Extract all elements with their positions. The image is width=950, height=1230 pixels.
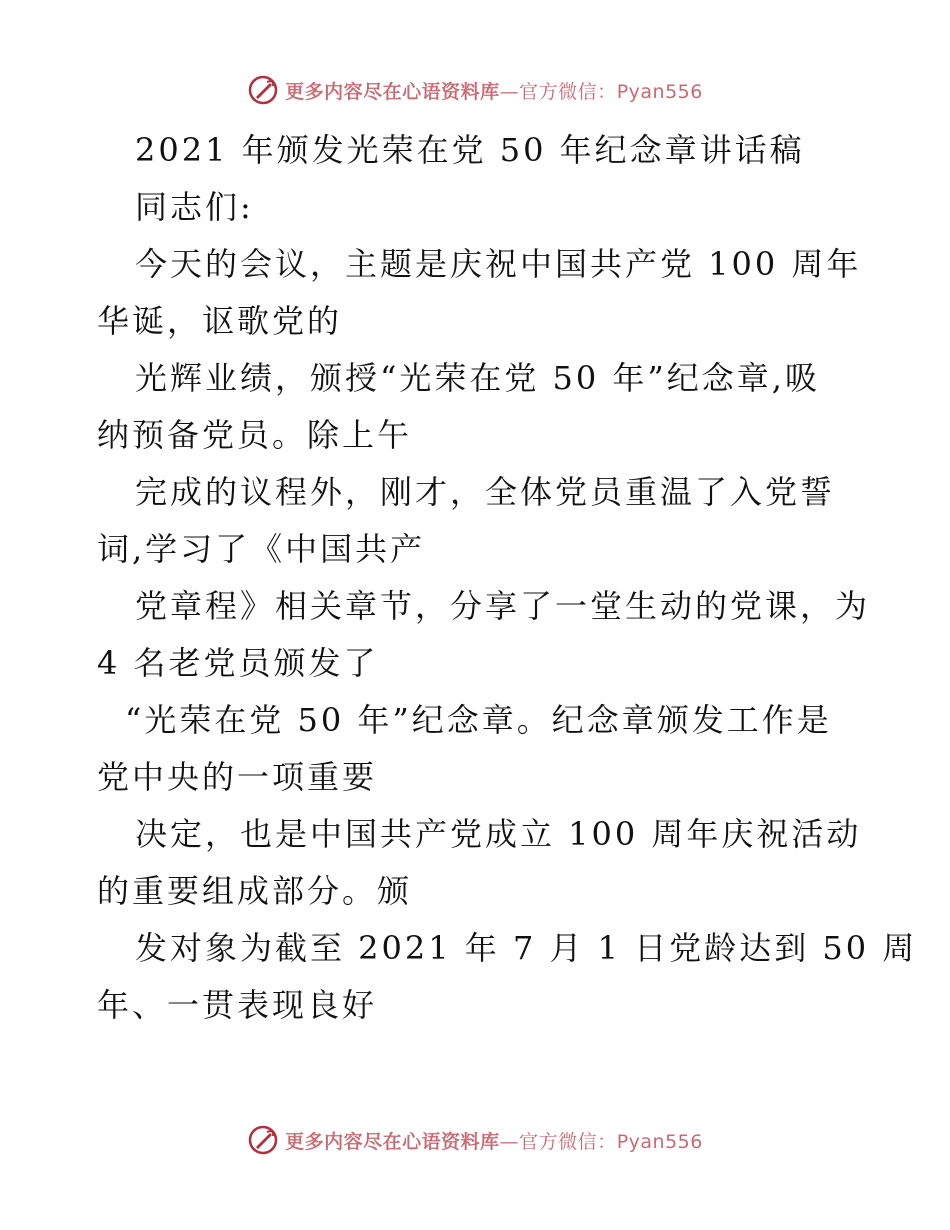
header-banner: [0, 70, 950, 110]
footer-banner: [0, 1120, 950, 1160]
document-title: 2021 年颁发光荣在党 50 年纪念章讲话稿: [135, 131, 805, 169]
paragraph-line: 党中央的一项重要: [97, 758, 378, 796]
paragraph-line: 发对象为截至 2021 年 7 月 1 日党龄达到 50 周: [135, 929, 918, 967]
banner-wechat-id: Pyan556: [616, 80, 703, 103]
banner-text: [285, 1127, 703, 1154]
banner-text: [285, 77, 703, 104]
paragraph-line: 党章程》相关章节，分享了一堂生动的党课，为: [135, 587, 871, 625]
paragraph-line: 纳预备党员。除上午: [97, 416, 413, 454]
paragraph-line: 词,学习了《中国共产: [97, 530, 426, 568]
paragraph-line: 同志们:: [135, 188, 254, 226]
paragraph-line: 4 名老党员颁发了: [97, 644, 379, 682]
banner-wechat-label: 官方微信：: [519, 1130, 617, 1153]
banner-wechat-id: Pyan556: [616, 1130, 703, 1153]
banner-site-text: 更多内容尽在心语资料库: [285, 80, 500, 103]
paragraph-line: 光辉业绩，颁授“光荣在党 50 年”纪念章,吸: [135, 359, 820, 397]
banner-dash: —: [499, 80, 520, 103]
paragraph-line: 完成的议程外，刚才，全体党员重温了入党誓: [135, 473, 836, 511]
banner-site-text: 更多内容尽在心语资料库: [285, 1130, 500, 1153]
paragraph-line: 决定，也是中国共产党成立 100 周年庆祝活动: [135, 815, 862, 853]
paragraph-line: 的重要组成部分。颁: [97, 872, 413, 910]
banner-dash: —: [499, 1130, 520, 1153]
banner-wechat-label: 官方微信：: [519, 80, 617, 103]
paragraph-line: “光荣在党 50 年”纪念章。纪念章颁发工作是: [125, 701, 832, 739]
paragraph-line: 华诞，讴歌党的: [97, 302, 343, 340]
paragraph-line: 年、一贯表现良好: [97, 986, 378, 1024]
paragraph-line: 今天的会议，主题是庆祝中国共产党 100 周年: [135, 245, 862, 283]
quill-logo-icon: [247, 74, 279, 106]
quill-logo-icon: [247, 1124, 279, 1156]
